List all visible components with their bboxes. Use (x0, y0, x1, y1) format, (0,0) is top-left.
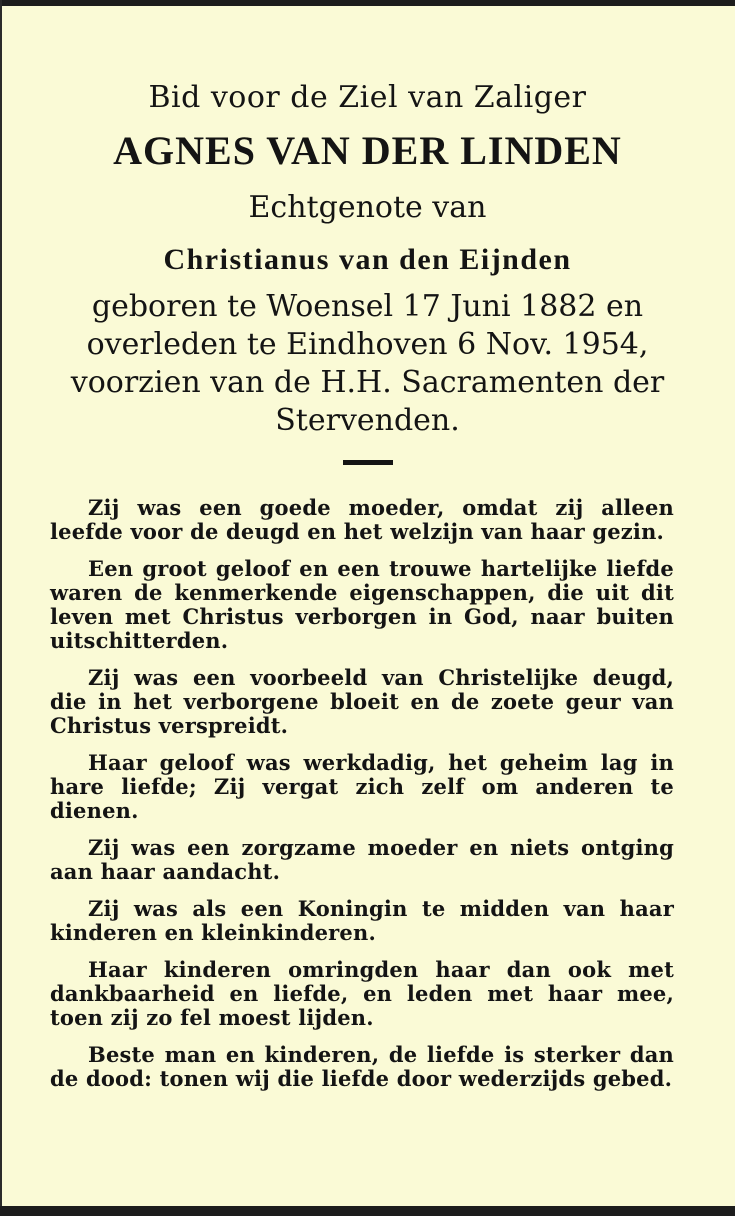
birth-death-details: geboren te Woensel 17 Juni 1882 en overleden te Eindhoven 6 Nov. 1954, voorzien van de H.H. Sacramenten der Stervenden. (70, 289, 665, 438)
memorial-card (0, 6, 735, 1206)
intro-line: Bid voor de Ziel van Zaliger (148, 80, 587, 115)
spouse-label: Echtgenote van (248, 190, 487, 225)
top-border (0, 0, 735, 6)
paragraph: Zij was als een Koningin te midden van haar kinderen en kleinkinderen. (50, 896, 674, 945)
paragraph: Beste man en kinderen, de liefde is sterker dan de dood: tonen wij die liefde door wederzijds gebed. (50, 1042, 674, 1091)
spouse-name: Christianus van den Eijnden (163, 243, 572, 276)
paragraph: Zij was een zorgzame moeder en niets ontging aan haar aandacht. (50, 835, 674, 884)
card-header (0, 78, 735, 465)
paragraph: Een groot geloof en een trouwe hartelijke liefde waren de kenmerkende eigenschappen, die uit dit leven met Christus verborgen in God, naar buiten uitschitterden. (50, 556, 674, 653)
paragraph: Haar kinderen omringden haar dan ook met dankbaarheid en liefde, en leden met haar mee, toen zij zo fel moest lijden. (50, 957, 674, 1030)
left-border (0, 0, 2, 1216)
card-body (50, 496, 674, 1104)
paragraph: Haar geloof was werkdadig, het geheim lag in hare liefde; Zij vergat zich zelf om anderen te dienen. (50, 750, 674, 823)
divider (343, 460, 393, 465)
bottom-border (0, 1206, 735, 1216)
paragraph: Zij was een goede moeder, omdat zij alleen leefde voor de deugd en het welzijn van haar gezin. (50, 495, 674, 544)
paragraph: Zij was een voorbeeld van Christelijke deugd, die in het verborgene bloeit en de zoete geur van Christus verspreidt. (50, 665, 674, 738)
deceased-name: AGNES VAN DER LINDEN (113, 128, 622, 173)
